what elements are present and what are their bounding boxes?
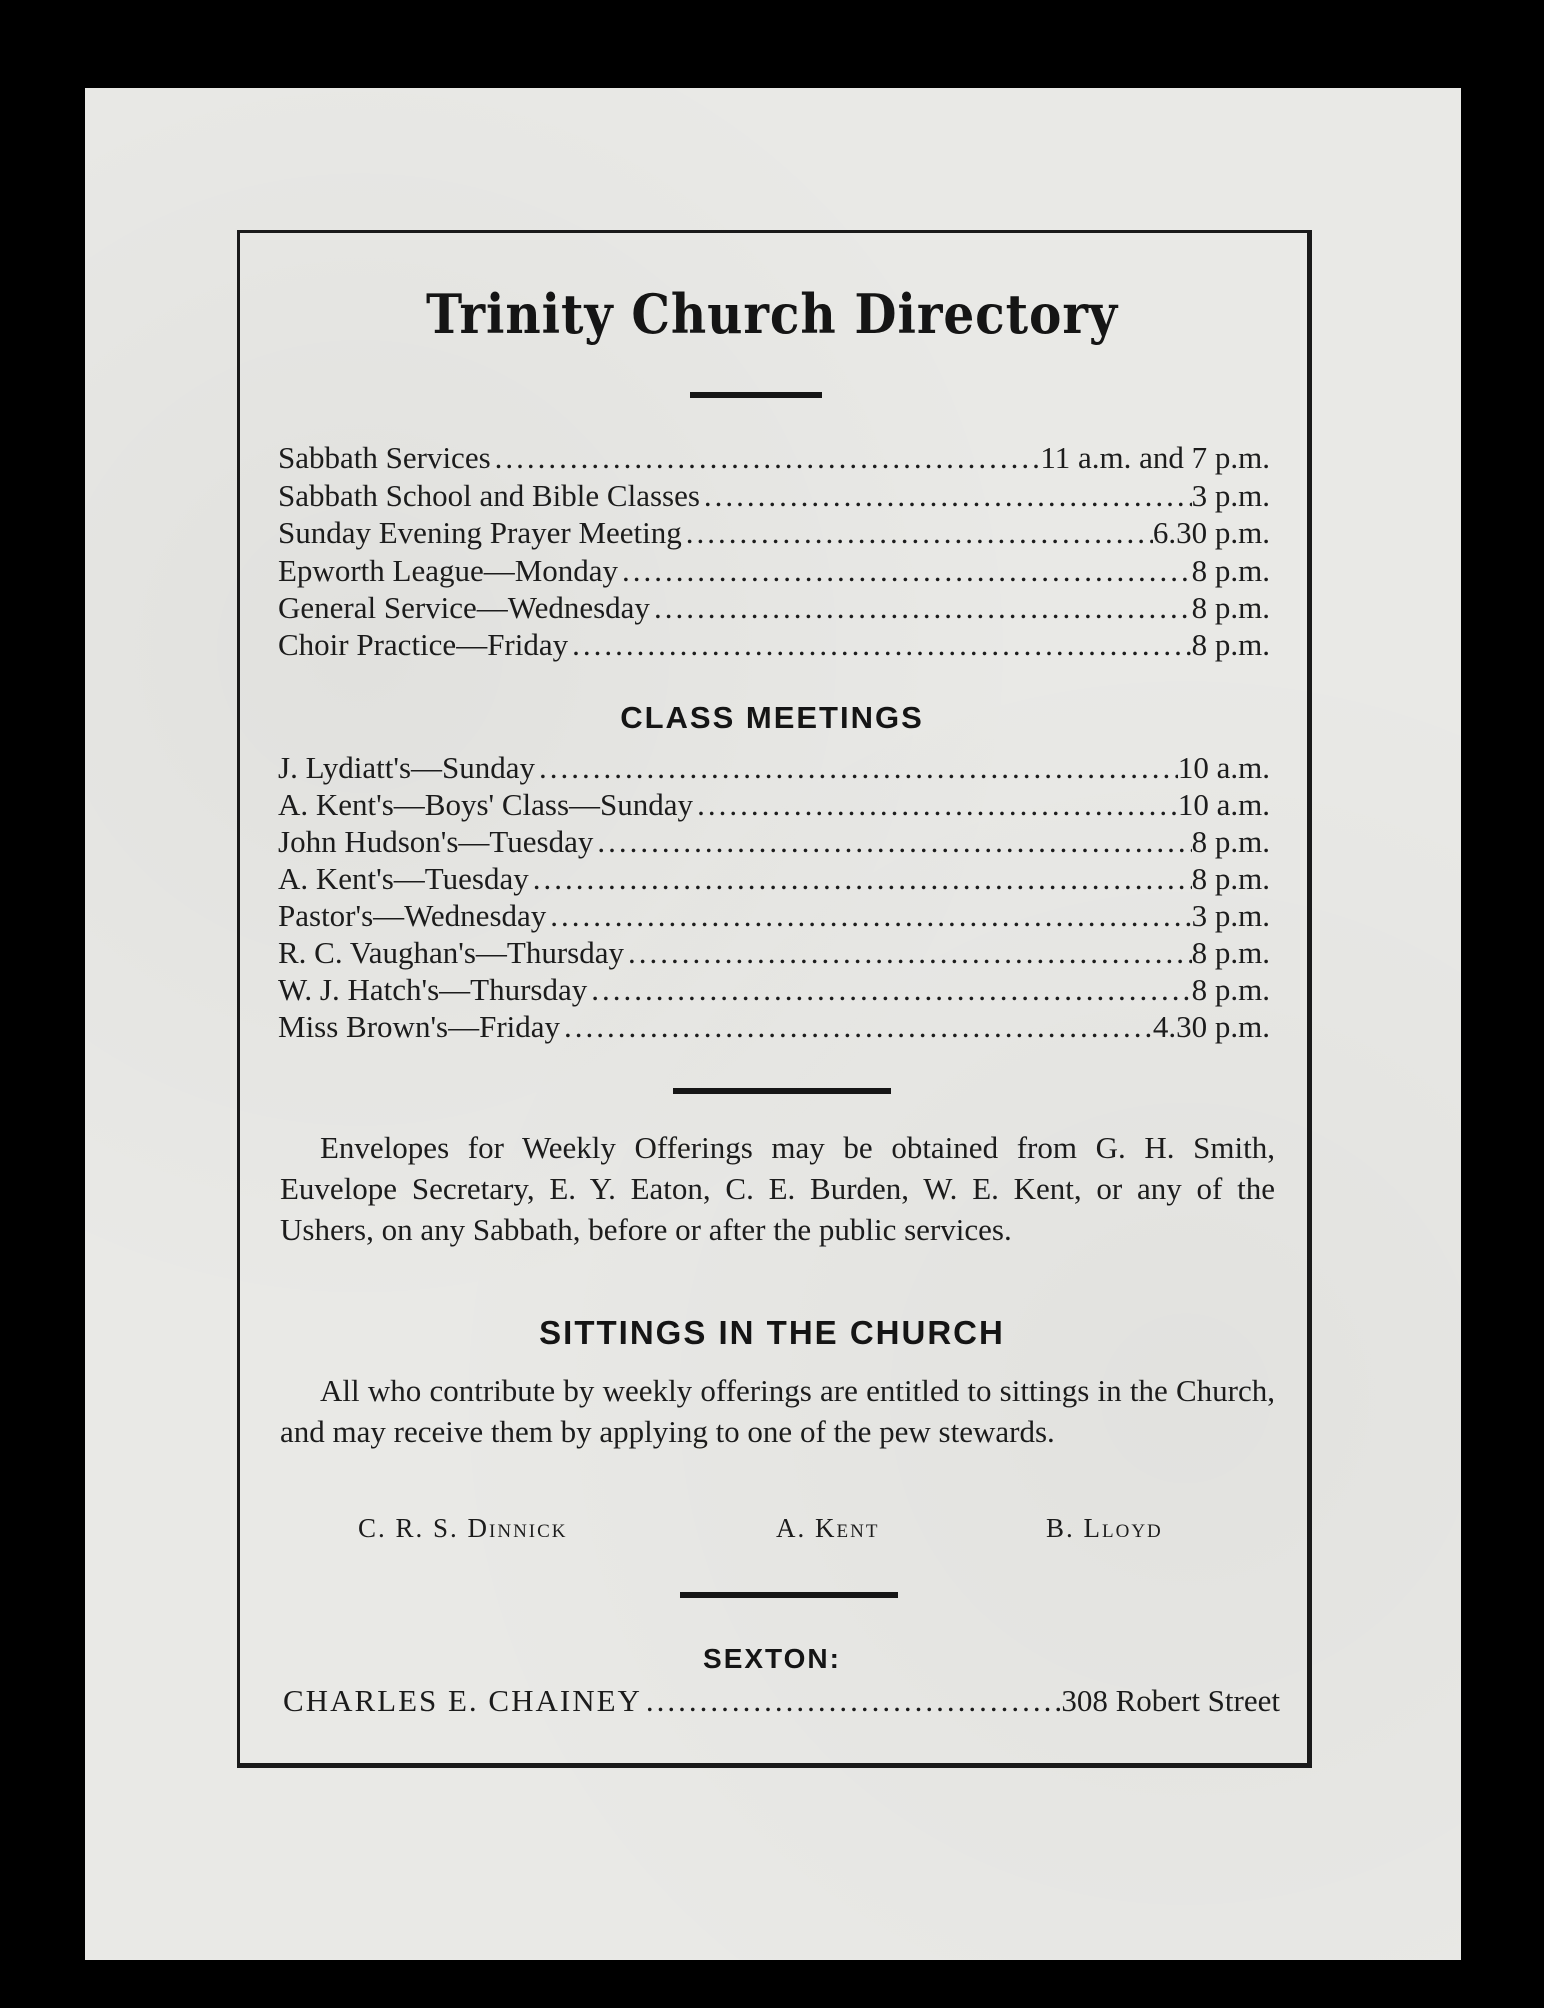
service-row (278, 627, 1270, 665)
sexton-address: 308 Robert Street (1061, 1683, 1280, 1718)
service-row (278, 515, 1270, 553)
sittings-heading: SITTINGS IN THE CHURCH (539, 1314, 1005, 1351)
class-meeting-time: 3 p.m. (1191, 898, 1270, 933)
class-meeting-row (278, 1009, 1270, 1047)
class-meeting-time: 8 p.m. (1191, 824, 1270, 859)
service-time: 8 p.m. (1191, 553, 1270, 588)
leader-dots (593, 824, 1191, 860)
section-divider (673, 1088, 891, 1094)
class-meeting-row (278, 898, 1270, 936)
leader-dots (682, 515, 1153, 551)
class-meeting-row (278, 935, 1270, 973)
class-meeting-row (278, 787, 1270, 825)
steward-name: B. Lloyd (1046, 1513, 1163, 1543)
class-meeting-row (278, 750, 1270, 788)
service-row (278, 590, 1270, 628)
class-meeting-time: 4.30 p.m. (1152, 1009, 1270, 1044)
sexton-row (283, 1683, 1280, 1727)
leader-dots (618, 553, 1192, 589)
class-meeting-label: John Hudson's—Tuesday (278, 824, 594, 859)
class-meeting-time: 10 a.m. (1177, 750, 1270, 785)
class-meeting-row (278, 824, 1270, 862)
service-time: 3 p.m. (1191, 478, 1270, 513)
service-time: 6.30 p.m. (1152, 515, 1270, 550)
leader-dots (700, 478, 1192, 514)
service-row (278, 553, 1270, 591)
steward-name: A. Kent (776, 1513, 880, 1543)
leader-dots (624, 935, 1192, 971)
leader-dots (546, 898, 1191, 934)
service-row (278, 440, 1270, 478)
service-label: General Service—Wednesday (278, 590, 650, 625)
steward-name: C. R. S. Dinnick (358, 1513, 568, 1543)
leader-dots (568, 627, 1191, 663)
class-meeting-label: A. Kent's—Tuesday (278, 861, 529, 896)
page-title: Trinity Church Directory (426, 282, 1118, 346)
sittings-paragraph: All who contribute by weekly offerings are entitled to sittings in the Church, and may receive them by applying to one of the pew stewards. (280, 1373, 1275, 1449)
class-meeting-time: 8 p.m. (1191, 935, 1270, 970)
leader-dots (642, 1683, 1061, 1719)
leader-dots (529, 861, 1192, 897)
class-meeting-label: Miss Brown's—Friday (278, 1009, 561, 1044)
class-meeting-label: A. Kent's—Boys' Class—Sunday (278, 787, 694, 822)
leader-dots (535, 750, 1178, 786)
service-time: 11 a.m. and 7 p.m. (1040, 440, 1270, 475)
service-label: Sabbath School and Bible Classes (278, 478, 700, 513)
leader-dots (560, 1009, 1153, 1045)
class-meeting-label: W. J. Hatch's—Thursday (278, 972, 588, 1007)
section-divider (680, 1592, 898, 1598)
class-meeting-time: 8 p.m. (1191, 972, 1270, 1007)
leader-dots (491, 440, 1041, 476)
leader-dots (587, 972, 1191, 1008)
leader-dots (693, 787, 1178, 823)
envelopes-paragraph: Envelopes for Weekly Offerings may be obtained from G. H. Smith, Euvelope Secretary, E. Y. Eaton, C. E. Burden, W. E. Kent, or any of the Ushers, on any Sabbath, before or after the public services. (280, 1130, 1275, 1247)
leader-dots (650, 590, 1192, 626)
class-meeting-label: Pastor's—Wednesday (278, 898, 547, 933)
service-label: Epworth League—Monday (278, 553, 619, 588)
class-meeting-label: R. C. Vaughan's—Thursday (278, 935, 624, 970)
title-divider (690, 392, 822, 398)
sexton-name: CHARLES E. CHAINEY (283, 1683, 642, 1718)
service-label: Choir Practice—Friday (278, 627, 569, 662)
class-meeting-label: J. Lydiatt's—Sunday (278, 750, 536, 785)
sexton-heading: SEXTON: (703, 1643, 841, 1674)
class-meeting-time: 8 p.m. (1191, 861, 1270, 896)
class-meeting-time: 10 a.m. (1177, 787, 1270, 822)
class-meetings-heading: CLASS MEETINGS (620, 700, 924, 735)
service-time: 8 p.m. (1191, 590, 1270, 625)
service-time: 8 p.m. (1191, 627, 1270, 662)
class-meeting-row (278, 972, 1270, 1010)
class-meeting-row (278, 861, 1270, 899)
service-row (278, 478, 1270, 516)
service-label: Sunday Evening Prayer Meeting (278, 515, 682, 550)
service-label: Sabbath Services (278, 440, 491, 475)
